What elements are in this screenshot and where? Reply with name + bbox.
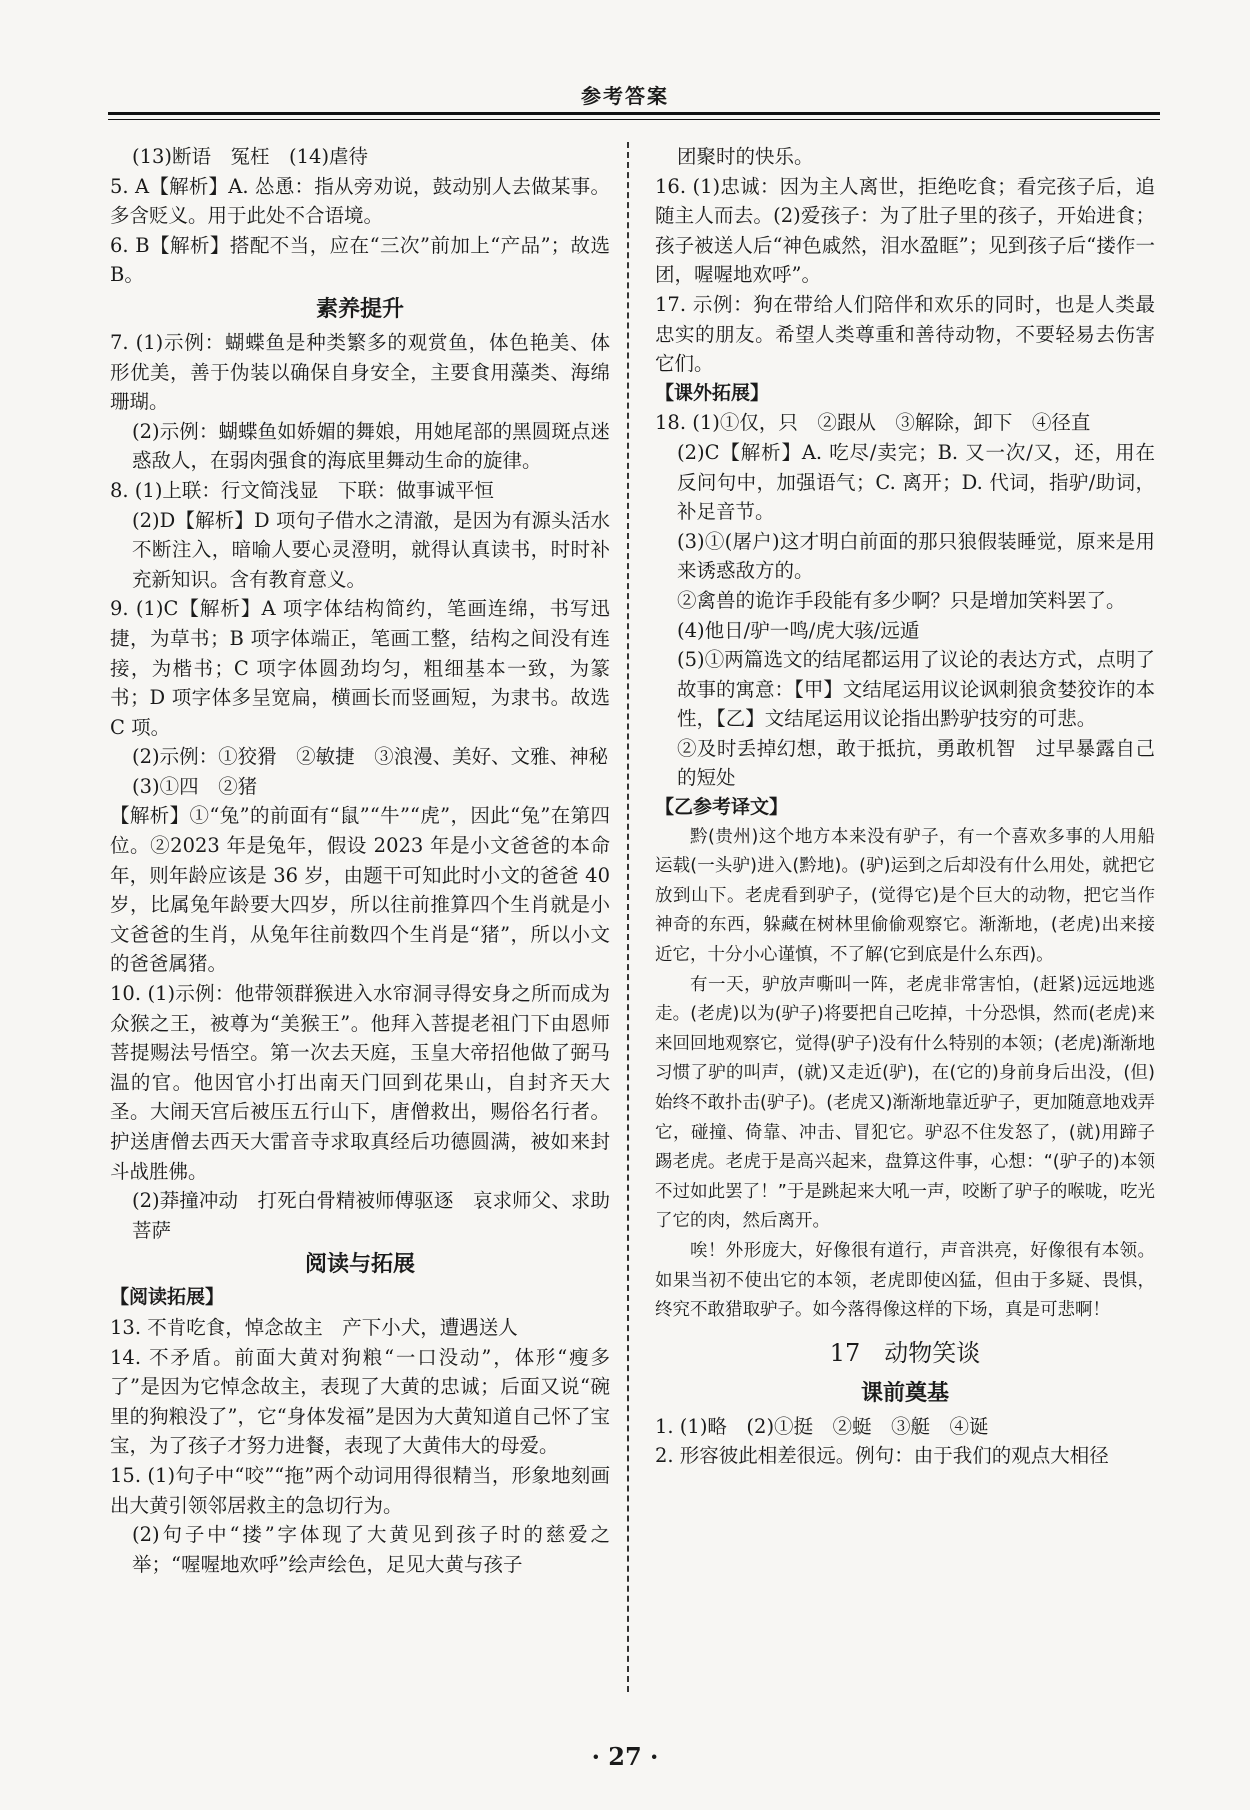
answer-9-2: (2)示例：①狡猾 ②敏捷 ③浪漫、美好、文雅、神秘 [132, 745, 609, 769]
lesson-title: 17 动物笑谈 [829, 1338, 981, 1367]
answer-9-3: (3)①四 ②猪 [132, 774, 258, 798]
section-heading-suyang: 素养提升 [315, 295, 404, 322]
answer-13: 13. 不肯吃食，悼念故主 产下小犬，遭遇送人 [110, 1315, 518, 1339]
section-heading-yuedu: 阅读与拓展 [304, 1251, 415, 1278]
subsection-label-yiwen: 【乙参考译文】 [655, 796, 789, 819]
section-heading-kequian: 课前奠基 [860, 1379, 949, 1406]
answer-lesson17-1: 1. (1)略 (2)①挺 ②蜓 ③艇 ④诞 [655, 1414, 989, 1438]
answer-18-3a: (3)①(屠户)这才明白前面的那只狼假装睡觉，原来是用来诱惑敌方的。 [677, 529, 1155, 583]
page-header-title: 参考答案 [581, 84, 669, 108]
left-column [110, 142, 610, 1579]
answer-7-1: 7. (1)示例：蝴蝶鱼是种类繁多的观赏鱼，体色艳美、体形优美，善于伪装以确保自身安全，主要食用藻类、海绵珊瑚。 [110, 330, 610, 414]
right-column [655, 142, 1155, 1471]
answer-7-2: (2)示例：蝴蝶鱼如娇媚的舞娘，用她尾部的黑圆斑点迷惑敌人，在弱肉强食的海底里舞动生命的旋律。 [132, 419, 610, 473]
answer-9-analysis: 【解析】①“兔”的前面有“鼠”“牛”“虎”，因此“兔”在第四位。②2023 年是兔年，假设 2023 年是小文爸爸的本命年，则年龄应该是 36 岁，由题干可知此时小文的爸爸 40 岁，比属兔年龄要大四岁，所以往前推算四个生肖就是小文爸爸的生肖，从兔年往前数四个生肖是“猪”，所以小文的爸爸属猪。 [110, 804, 610, 976]
answer-15-2: (2)句子中“搂”字体现了大黄见到孩子时的慈爱之举；“喔喔地欢呼”绘声绘色，足见大黄与孩子 [132, 1523, 610, 1576]
header-rule-thin [108, 119, 1160, 120]
answer-18-2: (2)C【解析】A. 吃尽/卖完；B. 又一次/又，还，用在反问句中，加强语气；C. 离开；D. 代词，指驴/助词，补足音节。 [677, 440, 1155, 524]
answer-18-5b: ②及时丢掉幻想，敢于抵抗，勇敢机智 过早暴露自己的短处 [677, 736, 1155, 790]
answer-15-2-cont: 团聚时的快乐。 [677, 145, 814, 168]
page-number: · 27 · [591, 1742, 659, 1771]
answer-14: 14. 不矛盾。前面大黄对狗粮“一口没动”，体形“瘦多了”是因为它悼念故主，表现了大黄的忠诚；后面又说“碗里的狗粮没了”，它“身体发福”是因为大黄知道自己怀了宝宝，为了孩子才努力进餐，表现了大黄伟大的母爱。 [110, 1345, 610, 1458]
answer-6: 6. B【解析】搭配不当，应在“三次”前加上“产品”；故选 B。 [110, 233, 610, 287]
answer-18-5a: (5)①两篇选文的结尾都运用了议论的表达方式，点明了故事的寓意：【甲】文结尾运用议论讽刺狼贪婪狡诈的本性，【乙】文结尾运用议论指出黔驴技穷的可悲。 [677, 648, 1155, 731]
answer-10-2: (2)莽撞冲动 打死白骨精被师傅驱逐 哀求师父、求助菩萨 [132, 1189, 610, 1242]
translation-block [655, 823, 1155, 1326]
answer-18-1: 18. (1)①仅，只 ②跟从 ③解除，卸下 ④径直 [655, 411, 1091, 435]
answer-18-4: (4)他日/驴一鸣/虎大骇/远遁 [677, 618, 920, 642]
answer-8-2: (2)D【解析】D 项句子借水之清澈，是因为有源头活水不断注入，暗喻人要心灵澄明，就得认真读书，时时补充新知识。含有教育意义。 [132, 508, 610, 591]
subsection-label-yuedu: 【阅读拓展】 [110, 1286, 225, 1309]
answer-15-1: 15. (1)句子中“咬”“拖”两个动词用得很精当，形象地刻画出大黄引领邻居救主的急切行为。 [110, 1463, 610, 1517]
answer-17: 17. 示例：狗在带给人们陪伴和欢乐的同时，也是人类最忠实的朋友。希望人类尊重和善待动物，不要轻易去伤害它们。 [655, 292, 1155, 376]
answer-lesson17-2: 2. 形容彼此相差很远。例句：由于我们的观点大相径 [655, 1444, 1109, 1468]
answer-9-1: 9. (1)C【解析】A 项字体结构简约，笔画连绵，书写迅捷，为草书；B 项字体端正，笔画工整，结构之间没有连接，为楷书；C 项字体圆劲均匀，粗细基本一致，为篆书；D 项字体多呈宽扁，横画长而竖画短，为隶书。故选 C 项。 [110, 597, 610, 739]
answer-5: 5. A【解析】A. 怂恿：指从旁劝说，鼓动别人去做某事。多含贬义。用于此处不合语境。 [110, 174, 610, 228]
answer-10-1: 10. (1)示例：他带领群猴进入水帘洞寻得安身之所而成为众猴之王，被尊为“美猴王”。他拜入菩提老祖门下由恩师菩提赐法号悟空。第一次去天庭，玉皇大帝招他做了弼马温的官。他因官小打出南天门回到花果山，自封齐天大圣。大闹天宫后被压五行山下，唐僧救出，赐俗名行者。护送唐僧去西天大雷音寺求取真经后功德圆满，被如来封斗战胜佛。 [110, 982, 610, 1183]
translation-para-3: 唉！外形庞大，好像很有道行，声音洪亮，好像很有本领。如果当初不使出它的本领，老虎即使凶猛，但由于多疑、畏惧，终究不敢猎取驴子。如今落得像这样的下场，真是可悲啊！ [655, 1240, 1155, 1321]
answer-16: 16. (1)忠诚：因为主人离世，拒绝吃食；看完孩子后，追随主人而去。(2)爱孩子：为了肚子里的孩子，开始进食；孩子被送人后“神色戚然，泪水盈眶”；见到孩子后“搂作一团，喔喔地欢呼”。 [655, 174, 1155, 287]
header-rule-thick [108, 112, 1160, 115]
subsection-label-kewai: 【课外拓展】 [655, 381, 770, 404]
translation-para-2: 有一天，驴放声嘶叫一阵，老虎非常害怕，(赶紧)远远地逃走。(老虎)以为(驴子)将要把自己吃掉，十分恐惧，然而(老虎)来来回回地观察它，觉得(驴子)没有什么特别的本领；(老虎)渐渐地习惯了驴的叫声，(就)又走近(驴)，在(它的)身前身后出没，(但)始终不敢扑击(驴子)。(老虎又)渐渐地靠近驴子，更加随意地戏弄它，碰撞、倚靠、冲击、冒犯它。驴忍不住发怒了，(就)用蹄子踢老虎。老虎于是高兴起来，盘算这件事，心想：“(驴子的)本领不过如此罢了！”于是跳起来大吼一声，咬断了驴子的喉咙，吃光了它的肉，然后离开。 [655, 974, 1155, 1232]
translation-para-1: 黔(贵州)这个地方本来没有驴子，有一个喜欢多事的人用船运载(一头驴)进入(黔地)。(驴)运到之后却没有什么用处，就把它放到山下。老虎看到驴子，(觉得它)是个巨大的动物，把它当作神奇的东西，躲藏在树林里偷偷观察它。渐渐地，(老虎)出来接近它，十分小心谨慎，不了解(它到底是什么东西)。 [655, 826, 1155, 966]
answer-18-3b: ②禽兽的诡诈手段能有多少啊？只是增加笑料罢了。 [677, 588, 1126, 612]
column-divider [627, 142, 629, 1692]
answer-8-1: 8. (1)上联：行文简浅显 下联：做事诚平恒 [110, 478, 494, 502]
answer-13-14: (13)断语 冤枉 (14)虐待 [132, 145, 369, 168]
